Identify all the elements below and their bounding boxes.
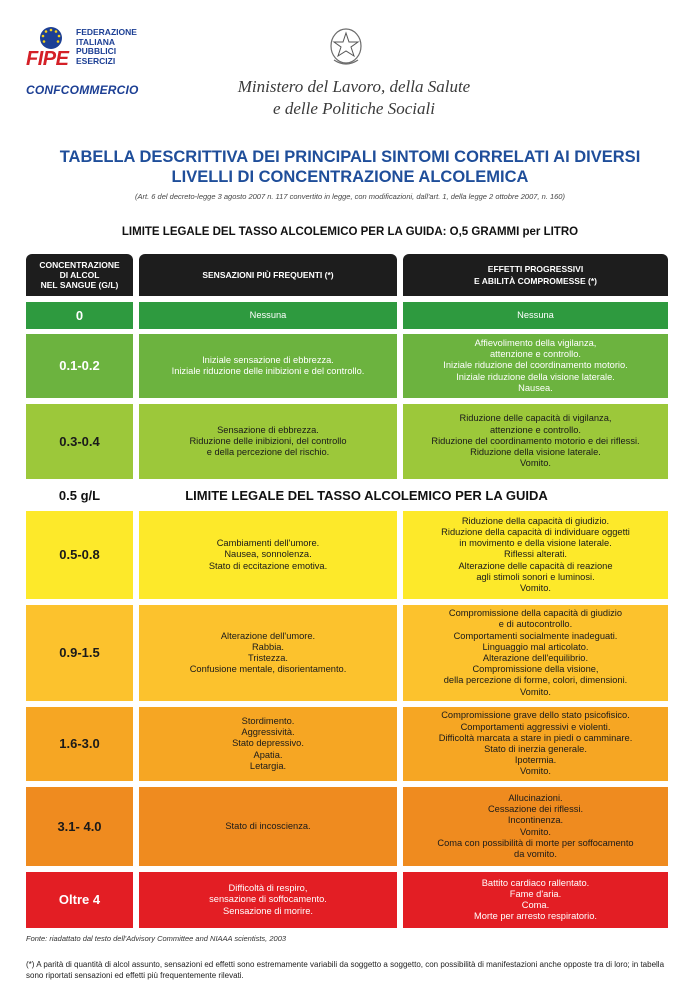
sensations-cell: [139, 872, 397, 928]
cell-line: Iniziale sensazione di ebbrezza.: [202, 354, 334, 365]
cell-line: Allucinazioni.: [508, 792, 563, 803]
title-line: LIVELLI DI CONCENTRAZIONE ALCOLEMICA: [171, 168, 529, 186]
cell-line: Nessuna: [249, 309, 287, 320]
fipe-wordmark: FIPE: [26, 48, 69, 70]
cell-line: Iniziale riduzione del coordinamento motorio.: [443, 360, 628, 371]
sensations-cell: [139, 404, 397, 479]
cell-line: Compromissione grave dello stato psicofisico.: [441, 710, 630, 721]
cell-line: Compromissione della capacità di giudizio: [448, 608, 623, 619]
cell-line: attenzione e controllo.: [490, 349, 581, 360]
cell-text: 0.5-0.8: [59, 547, 100, 563]
cell-line: Alterazione delle capacità di reazione: [458, 560, 613, 571]
cell-text: 3.1- 4.0: [57, 818, 102, 834]
cell-line: Comportamenti socialmente inadeguati.: [453, 630, 618, 641]
cell-line: Nausea, sonnolenza.: [224, 549, 312, 560]
sensations-cell: [139, 787, 397, 866]
cell-line: Iniziale riduzione della visione laterale.: [456, 371, 615, 382]
cell-line: Ipotermia.: [514, 755, 557, 766]
fed-line: FEDERAZIONE: [76, 27, 137, 37]
header-line: DI ALCOL: [59, 270, 100, 280]
sensations-cell: [139, 511, 397, 599]
level-cell: [26, 872, 133, 928]
cell-text: Oltre 4: [58, 892, 101, 908]
ministry-line: Ministero del Lavoro, della Salute: [237, 77, 471, 96]
cell-line: Riduzione delle capacità di vigilanza,: [459, 413, 612, 424]
effects-cell: [403, 787, 668, 866]
cell-line: Aggressività.: [241, 727, 295, 738]
effects-cell: [403, 605, 668, 701]
legal-limit-heading: LIMITE LEGALE DEL TASSO ALCOLEMICO PER LA GUIDA: O,5 GRAMMI per LITRO: [121, 226, 579, 238]
federation-name: [76, 28, 137, 66]
cell-line: Morte per arresto respiratorio.: [474, 911, 597, 922]
fipe-logo: [26, 26, 146, 98]
cell-line: Vomito.: [519, 458, 551, 469]
confcommercio-logo: CONFCOMMERCIO: [26, 83, 139, 97]
cell-line: Stato di eccitazione emotiva.: [208, 560, 328, 571]
cell-line: Iniziale riduzione delle inibizioni e del controllo.: [171, 366, 365, 376]
cell-line: e della percezione del rischio.: [206, 447, 330, 458]
title-line: TABELLA DESCRITTIVA DEI PRINCIPALI SINTOMI CORRELATI AI DIVERSI: [59, 148, 641, 166]
column-header-sensations: [139, 254, 397, 296]
cell-line: Coma.: [521, 900, 550, 910]
level-cell: [26, 511, 133, 599]
page-title: [20, 147, 680, 187]
header-line: CONCENTRAZIONE: [39, 260, 120, 270]
legal-reference: (Art. 6 del decreto-legge 3 agosto 2007 n. 117 convertito in legge, con modificazioni, dall'art. 1, della legge 2 ottobre 2007, n. 160): [135, 192, 565, 201]
header-line: EFFETTI PROGRESSIVI: [487, 264, 584, 274]
level-cell: [26, 334, 133, 398]
cell-line: Tristezza.: [248, 653, 288, 663]
cell-line: Nausea.: [518, 382, 553, 393]
cell-line: Stato di inerzia generale.: [484, 744, 587, 754]
cell-line: Riduzione delle inibizioni, del controllo: [189, 435, 347, 446]
level-cell: [26, 302, 133, 329]
effects-cell: [403, 872, 668, 928]
italian-emblem-icon: [328, 26, 364, 68]
header-line: E ABILITÀ COMPROMESSE (*): [474, 276, 597, 286]
sensations-cell: [139, 302, 397, 329]
level-cell: [26, 787, 133, 866]
cell-line: Alterazione dell'equilibrio.: [482, 653, 589, 663]
cell-line: Vomito.: [519, 583, 551, 593]
cell-line: Difficoltà di respiro,: [228, 883, 308, 894]
cell-line: Battito cardiaco rallentato.: [481, 877, 590, 888]
header-line: NEL SANGUE (G/L): [40, 280, 119, 290]
cell-line: Nessuna: [517, 309, 554, 320]
cell-text: 0: [75, 307, 84, 323]
cell-line: agli stimoli sonori e luminosi.: [476, 571, 595, 582]
cell-line: Vomito.: [519, 686, 551, 697]
sensations-cell: [139, 334, 397, 398]
cell-line: della percezione di forme, colori, dimensioni.: [443, 675, 628, 686]
cell-line: e di autocontrollo.: [498, 619, 573, 630]
effects-cell: [403, 334, 668, 398]
column-header-effects: [403, 254, 668, 296]
cell-line: Vomito.: [519, 826, 551, 837]
source-note: Fonte: riadattato dal testo dell'Advisory Committee and NIAAA scientists, 2003: [26, 934, 287, 943]
fipe-mark: [26, 26, 76, 70]
cell-text: 0.3-0.4: [59, 433, 100, 449]
cell-line: Sensazione di ebbrezza.: [217, 424, 319, 435]
cell-line: Difficoltà marcata a stare in piedi o camminare.: [438, 732, 633, 743]
fed-line: ESERCIZI: [76, 55, 116, 66]
cell-line: Stato depressivo.: [232, 738, 304, 749]
header-line: SENSAZIONI PIÙ FREQUENTI (*): [202, 270, 334, 280]
cell-line: da vomito.: [514, 848, 557, 859]
fed-line: PUBBLICI: [76, 46, 117, 56]
cell-line: Comportamenti aggressivi e violenti.: [460, 721, 611, 732]
cell-line: Alterazione dell'umore.: [220, 630, 316, 641]
column-header-concentration: [26, 254, 133, 296]
cell-text: 0.1-0.2: [59, 358, 100, 374]
cell-line: sensazione di soffocamento.: [209, 894, 327, 905]
cell-line: Riduzione della capacità di giudizio.: [461, 515, 610, 526]
fed-line: ITALIANA: [76, 36, 116, 47]
cell-line: Coma con possibilità di morte per soffocamento: [437, 837, 634, 848]
cell-line: Cessazione dei riflessi.: [487, 804, 584, 815]
cell-line: Letargia.: [249, 760, 287, 771]
cell-line: Riduzione della capacità di individuare oggetti: [441, 526, 630, 537]
ministry-name: [216, 76, 492, 120]
cell-line: Affievolimento della vigilanza,: [474, 337, 597, 348]
sensations-cell: [139, 707, 397, 781]
cell-line: Vomito.: [519, 766, 551, 777]
legal-limit-text: LIMITE LEGALE DEL TASSO ALCOLEMICO PER LA GUIDA: [185, 487, 548, 503]
legal-limit-level: 0.5 g/L: [58, 487, 101, 503]
cell-line: Stato di incoscienza.: [225, 820, 311, 831]
cell-line: in movimento e della visione laterale.: [459, 538, 612, 549]
cell-line: Riduzione del coordinamento motorio e dei riflessi.: [431, 435, 640, 446]
effects-cell: [403, 511, 668, 599]
sensations-cell: [139, 605, 397, 701]
cell-line: Riduzione della visione laterale.: [470, 447, 601, 458]
cell-line: Riflessi alterati.: [503, 549, 568, 560]
legal-limit-row: [26, 484, 668, 506]
effects-cell: [403, 302, 668, 329]
ministry-line: e delle Politiche Sociali: [273, 99, 435, 118]
cell-line: Incontinenza.: [507, 815, 564, 826]
cell-line: Compromissione della visione,: [472, 664, 599, 675]
level-cell: [26, 404, 133, 479]
effects-cell: [403, 707, 668, 781]
cell-line: Fame d'aria.: [509, 888, 562, 899]
cell-text: 1.6-3.0: [59, 736, 100, 752]
footnote: (*) A parità di quantità di alcol assunto, sensazioni ed effetti sono estremamente variabili da soggetto a soggetto, con possibilità di manifestazioni anche opposte tra di loro; in tabella sono riportati sensazioni ed effetti più frequentemente rilevati.: [26, 960, 665, 980]
cell-text: 0.9-1.5: [59, 645, 100, 661]
cell-line: Linguaggio mal articolato.: [482, 641, 589, 652]
cell-line: Cambiamenti dell'umore.: [216, 538, 320, 549]
cell-line: Apatia.: [253, 749, 283, 760]
effects-cell: [403, 404, 668, 479]
level-cell: [26, 707, 133, 781]
cell-line: attenzione e controllo.: [490, 424, 581, 435]
cell-line: Confusione mentale, disorientamento.: [189, 664, 347, 675]
cell-line: Sensazione di morire.: [223, 905, 313, 916]
cell-line: Rabbia.: [251, 641, 285, 652]
cell-line: Stordimento.: [241, 715, 295, 726]
level-cell: [26, 605, 133, 701]
